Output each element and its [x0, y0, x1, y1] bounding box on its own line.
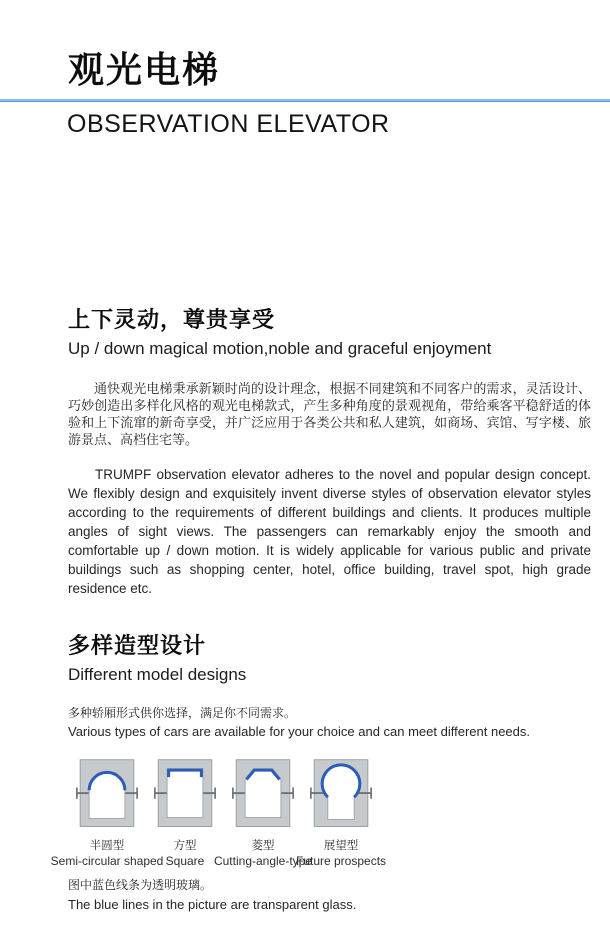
future-prospects-car-diagram-icon — [309, 757, 373, 833]
model-square — [146, 757, 224, 868]
section-motion — [68, 303, 591, 598]
designs-intro-en: Various types of cars are available for your choice and can meet different needs. — [68, 724, 531, 739]
designs-heading-zh: 多样造型设计 — [68, 633, 207, 658]
designs-intro-zh: 多种轿厢形式供你选择，满足你不同需求。 — [68, 706, 297, 720]
semi-circular-car-diagram-icon — [75, 757, 139, 833]
glass-note-en: The blue lines in the picture are transparent glass. — [68, 897, 357, 912]
model-label-zh: 方型 — [173, 840, 197, 852]
model-future-prospects — [295, 757, 387, 868]
model-label-zh: 展望型 — [323, 840, 359, 852]
model-label-zh: 菱型 — [251, 840, 275, 852]
model-label-en: Semi-circular shaped — [50, 854, 164, 868]
square-car-diagram-icon — [153, 757, 217, 833]
glass-note — [68, 876, 591, 912]
model-label-en: Cutting-angle-type — [213, 854, 313, 868]
model-label-en: Future prospects — [295, 854, 387, 868]
header-divider-rule — [0, 99, 610, 102]
cutting-angle-car-diagram-icon — [231, 757, 295, 833]
motion-heading-zh: 上下灵动，尊贵享受 — [68, 307, 276, 332]
model-cutting-angle — [213, 757, 313, 868]
glass-note-zh: 图中蓝色线条为透明玻璃。 — [68, 878, 213, 892]
page-title-en: OBSERVATION ELEVATOR — [67, 110, 390, 138]
section-designs — [68, 629, 591, 739]
car-model-diagram-row — [50, 757, 387, 868]
page-title-zh: 观光电梯 — [68, 49, 221, 90]
designs-heading-en: Different model designs — [68, 665, 247, 684]
motion-paragraph-en: TRUMPF observation elevator adheres to the novel and popular design concept. We flexibly design and exquisitely invent diverse styles of observation elevator styles according to the requirements of different buildings and clients. It produces multiple angles of sight views. The passengers can remarkably enjoy the smooth and comfortable up / down motion. It is widely applicable for various public and private buildings such as shopping center, hotel, office building, travel spot, high grade residence etc. — [68, 467, 591, 596]
model-label-en: Square — [165, 854, 205, 868]
model-semi-circular — [50, 757, 164, 868]
motion-heading-en: Up / down magical motion,noble and graceful enjoyment — [68, 339, 492, 358]
model-label-zh: 半圆型 — [89, 840, 125, 852]
motion-paragraph-zh: 通快观光电梯秉承新颖时尚的设计理念，根据不同建筑和不同客户的需求，灵活设计、巧妙创造出多样化风格的观光电梯款式，产生多种角度的景观视角，带给乘客平稳舒适的体验和上下流窜的新奇享受，并广泛应用于各类公共和私人建筑，如商场、宾馆、写字楼、旅游景点、高档住宅等。 — [68, 381, 591, 447]
